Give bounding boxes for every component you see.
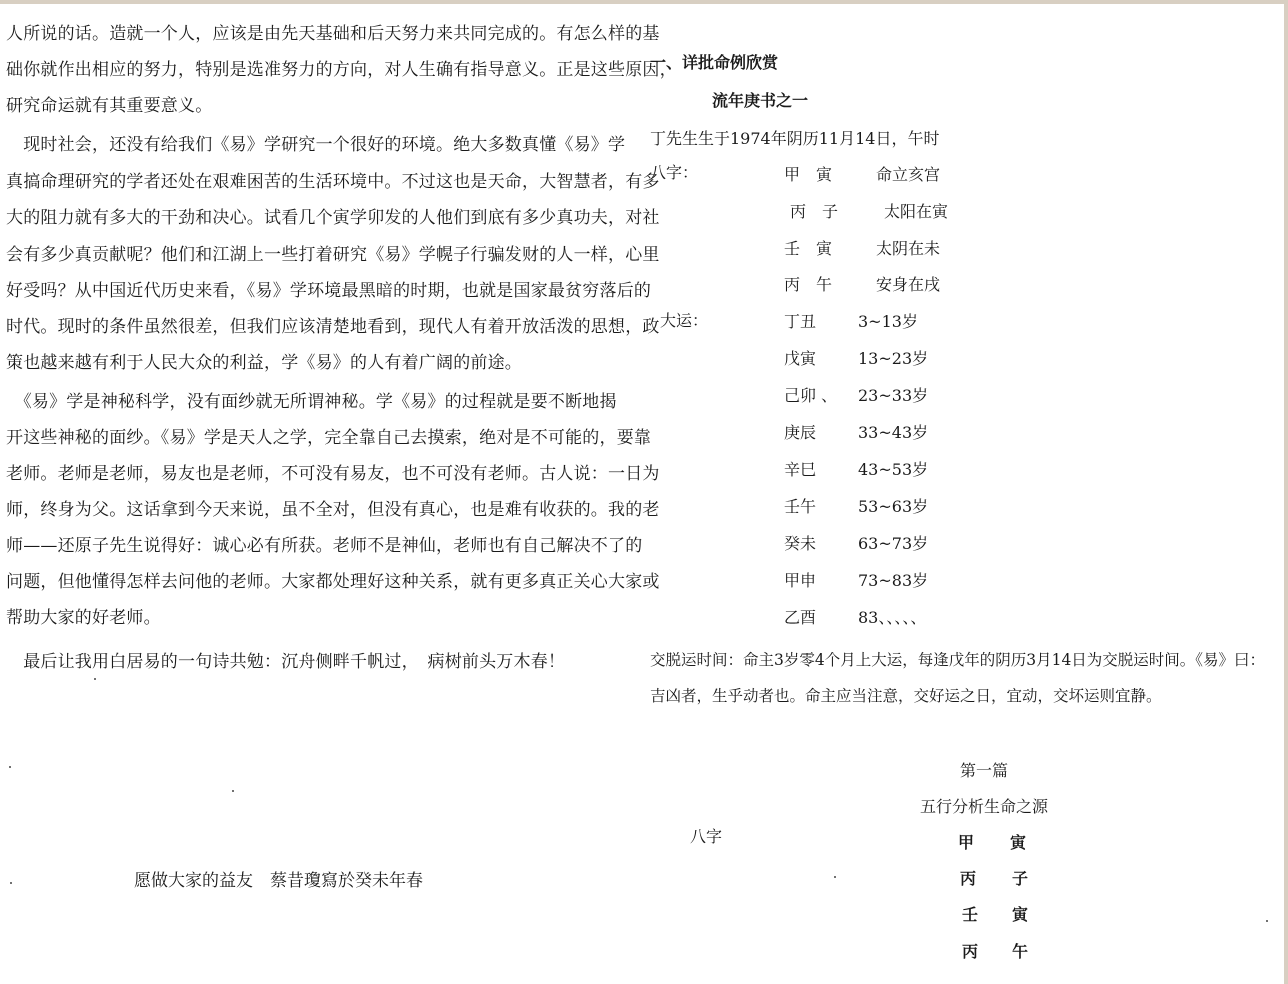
scan-speck [10,882,12,884]
dayun-age-6: 53~63岁 [858,497,929,516]
left-line-8: 好受吗？从中国近代历史来看，《易》学环境最黑暗的时期，也就是国家最贫穷落后的 [6,281,652,301]
dayun-pillar-8: 甲申 [784,571,817,590]
bazi-pillar-3: 壬 寅 [784,239,833,258]
dayun-age-9: 83、、、、、 [858,608,927,627]
left-line-4: 现时社会，还没有给我们《易》学研究一个很好的环境。绝大多数真懂《易》学 [6,135,626,155]
bazi-label-2: 八字 [690,827,723,846]
scan-speck [9,766,11,768]
dayun-age-3: 23~33岁 [858,386,929,405]
bazi2-stem-4: 丙 [962,942,979,961]
chapter-subtitle: 五行分析生命之源 [920,797,1049,816]
dayun-age-5: 43~53岁 [858,460,929,479]
chapter-title: 第一篇 [960,761,1009,780]
bazi2-branch-4: 午 [1012,942,1029,961]
dayun-age-7: 63~73岁 [858,534,929,553]
subtitle: 流年庚书之一 [712,91,809,110]
bazi2-branch-1: 寅 [1010,833,1027,852]
scan-speck [834,876,836,878]
left-line-18: 最后让我用白居易的一句诗共勉：沉舟侧畔千帆过， 病树前头万木春！ [6,652,566,672]
left-line-11: 《易》学是神秘科学，没有面纱就无所谓神秘。学《易》的过程就是要不断地揭 [6,392,617,412]
dayun-pillar-1: 丁丑 [784,312,817,331]
bazi-label: 八字： [650,163,699,182]
left-line-5: 真搞命理研究的学者还处在艰难困苦的生活环境中。不过这也是天命，大智慧者，有多 [6,172,660,192]
left-line-6: 大的阻力就有多大的干劲和决心。试看几个寅学卯发的人他们到底有多少真功夫，对社 [6,208,660,228]
bazi-note-1: 命立亥宫 [876,165,941,184]
bazi-note-2: 太阳在寅 [884,202,949,221]
left-line-7: 会有多少真贡献呢？他们和江湖上一些打着研究《易》学幌子行骗发财的人一样，心里 [6,245,660,265]
bazi-pillar-1: 甲 寅 [784,165,833,184]
left-line-2: 础你就作出相应的努力，特别是选准努力的方向，对人生确有指导意义。正是这些原因， [6,60,677,80]
scan-speck [232,790,234,792]
scan-speck [1266,920,1268,922]
dayun-age-4: 33~43岁 [858,423,929,442]
dayun-pillar-3: 己卯 、 [784,386,838,405]
dayun-pillar-4: 庚辰 [784,423,817,442]
dayun-pillar-9: 乙酉 [784,608,817,627]
left-line-14: 师，终身为父。这话拿到今天来说，虽不全对，但没有真心，也是难有收获的。我的老 [6,500,660,520]
dayun-pillar-7: 癸未 [784,534,817,553]
left-line-1: 人所说的话。造就一个人，应该是由先天基础和后天努力来共同完成的。有怎么样的基 [6,24,660,44]
dayun-pillar-5: 辛巳 [784,460,817,479]
bazi-note-3: 太阴在未 [876,239,941,258]
left-line-10: 策也越来越有利于人民大众的利益，学《易》的人有着广阔的前途。 [6,353,522,373]
dayun-age-8: 73~83岁 [858,571,929,590]
signature: 愿做大家的益友 蔡昔瓊寫於癸未年春 [134,871,423,891]
bazi2-stem-1: 甲 [958,833,975,852]
intro-line: 丁先生生于1974年阴历11月14日，午时 [650,129,940,148]
left-line-3: 研究命运就有其重要意义。 [6,96,213,116]
left-line-12: 开这些神秘的面纱。《易》学是天人之学，完全靠自己去摸索，绝对是不可能的，要靠 [6,428,652,448]
dayun-pillar-2: 戊寅 [784,349,817,368]
bazi-note-4: 安身在戌 [876,275,941,294]
left-line-17: 帮助大家的好老师。 [6,608,161,628]
left-line-16: 问题，但他懂得怎样去问他的老师。大家都处理好这种关系，就有更多真正关心大家或 [6,572,660,592]
bazi2-stem-2: 丙 [960,869,977,888]
left-line-13: 老师。老师是老师，易友也是老师，不可没有易友，也不可没有老师。古人说：一日为 [6,464,660,484]
left-line-9: 时代。现时的条件虽然很差，但我们应该清楚地看到，现代人有着开放活泼的思想，政 [6,317,660,337]
bazi-pillar-4: 丙 午 [784,275,833,294]
bazi2-branch-3: 寅 [1012,905,1029,924]
dayun-age-1: 3~13岁 [858,312,918,331]
bazi2-branch-2: 子 [1012,869,1029,888]
dayun-pillar-6: 壬午 [784,497,817,516]
scan-speck [94,678,96,680]
transition-line-2: 吉凶者，生乎动者也。命主应当注意，交好运之日，宜动，交坏运则宜静。 [650,687,1162,705]
dayun-age-2: 13~23岁 [858,349,929,368]
section-heading: 一、详批命例欣赏 [650,53,779,72]
left-line-15: 师——还原子先生说得好：诚心必有所获。老师不是神仙，老师也有自己解决不了的 [6,536,643,556]
dayun-label: 大运： [660,311,709,330]
bazi2-stem-3: 壬 [962,905,979,924]
transition-line-1: 交脱运时间：命主3岁零4个月上大运，每逢戊年的阴历3月14日为交脱运时间。《易》曰： [650,651,1266,669]
bazi-pillar-2: 丙 子 [790,202,839,221]
